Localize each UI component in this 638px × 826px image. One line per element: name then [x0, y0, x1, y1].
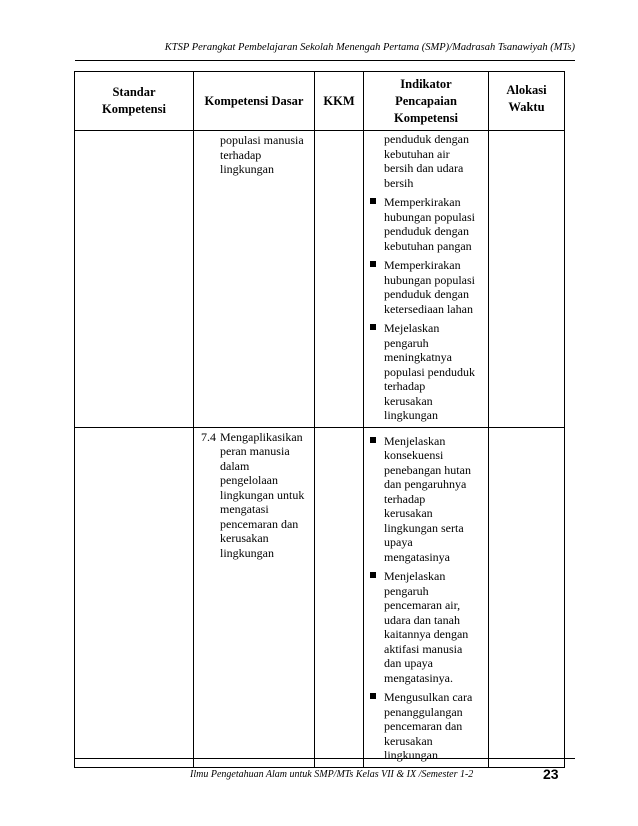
kd-line: terhadap	[220, 147, 262, 162]
indikator-bullet-item	[370, 569, 484, 685]
indikator-bullet-line: udara dan tanah	[384, 612, 460, 627]
kd-number: 7.4	[201, 429, 216, 444]
indikator-line: kebutuhan air	[384, 146, 450, 161]
kd-entry	[201, 430, 310, 561]
indikator-bullet-line: penduduk dengan	[384, 287, 469, 301]
kd-line: kerusakan	[220, 531, 269, 545]
square-bullet-icon	[370, 198, 376, 204]
indikator-bullet-line: lingkungan	[384, 748, 438, 762]
indikator-bullet-line: hubungan populasi	[384, 272, 475, 287]
kd-line: mengatasi	[220, 502, 269, 516]
square-bullet-icon	[370, 572, 376, 578]
indikator-bullet-line: pencemaran dan	[384, 719, 463, 733]
header-rule	[75, 60, 575, 61]
footer-rule	[75, 758, 575, 759]
indikator-bullet-line: Mejelaskan	[384, 321, 440, 335]
indikator-bullet-line: populasi penduduk	[384, 364, 475, 379]
kd-text	[220, 430, 310, 561]
indikator-bullet-line: hubungan populasi	[384, 209, 475, 224]
indikator-bullet-line: mengatasinya.	[384, 670, 453, 685]
page-footer: Ilmu Pengetahuan Alam untuk SMP/MTs Kelas VII & IX /Semester 1-2	[190, 769, 474, 780]
indikator-bullet-item	[370, 258, 484, 316]
indikator-line: penduduk dengan	[384, 132, 469, 146]
header-indikator	[364, 72, 489, 131]
page-header: KTSP Perangkat Pembelajaran Sekolah Menengah Pertama (SMP)/Madrasah Tsanawiyah (MTs)	[164, 42, 575, 53]
cell-indikator	[364, 427, 489, 767]
indikator-bullet-line: aktifasi manusia	[384, 641, 463, 656]
indikator-bullet-line: penebangan hutan	[384, 462, 471, 477]
header-kompetensi-dasar	[194, 72, 315, 131]
indikator-bullet-line: kaitannya dengan	[384, 627, 469, 641]
indikator-bullet-line: Menjelaskan	[384, 433, 446, 448]
indikator-bullet-line: pengaruh	[384, 335, 429, 350]
kd-line: dalam	[220, 458, 250, 473]
indikator-bullet-line: dan pengaruhnya	[384, 477, 467, 491]
indikator-bullet-line: Menjelaskan	[384, 569, 446, 583]
header-text-line: Kompetensi	[102, 102, 166, 116]
indikator-bullet-item	[370, 321, 484, 423]
indikator-bullet-line: upaya	[384, 535, 413, 549]
header-kkm	[315, 72, 364, 131]
header-text-line: Standar	[112, 85, 156, 99]
header-text-line: Kompetensi Dasar	[204, 93, 304, 108]
indikator-bullet-line: ketersediaan lahan	[384, 301, 473, 316]
indikator-bullet-line: pencemaran air,	[384, 598, 461, 612]
kd-line: lingkungan	[220, 545, 274, 560]
indikator-bullet-line: kebutuhan pangan	[384, 238, 472, 253]
indikator-bullet-line: kerusakan	[384, 393, 433, 408]
indikator-bullet-item	[370, 195, 484, 253]
indikator-bullet-line: mengatasinya	[384, 549, 450, 564]
indikator-bullet-line: kerusakan	[384, 506, 433, 520]
header-text-line: Waktu	[508, 100, 545, 114]
kd-line: lingkungan	[220, 162, 274, 176]
kd-line: Mengaplikasikan	[220, 429, 303, 444]
square-bullet-icon	[370, 261, 376, 267]
indikator-bullet-item	[370, 434, 484, 565]
kd-line: lingkungan untuk	[220, 487, 305, 502]
page-number: 23	[543, 766, 559, 782]
header-text-line: Pencapaian	[395, 93, 457, 108]
kd-line: pengelolaan	[220, 473, 278, 487]
cell-alokasi-waktu	[489, 131, 565, 428]
indikator-bullet-line: Memperkirakan	[384, 258, 461, 272]
indikator-bullet-line: pengaruh	[384, 583, 429, 598]
square-bullet-icon	[370, 693, 376, 699]
header-alokasi-waktu	[489, 72, 565, 131]
kd-text	[220, 133, 310, 177]
table-row	[75, 131, 565, 428]
indikator-bullet-line: terhadap	[384, 491, 426, 506]
square-bullet-icon	[370, 437, 376, 443]
kd-entry	[201, 133, 310, 177]
cell-standar-kompetensi	[75, 131, 194, 428]
header-text-line: Alokasi	[506, 83, 547, 97]
square-bullet-icon	[370, 324, 376, 330]
table-header-row	[75, 72, 565, 131]
indikator-bullet-line: terhadap	[384, 379, 426, 393]
header-text-line: KKM	[323, 93, 355, 108]
indikator-bullet-line: Memperkirakan	[384, 195, 461, 209]
cell-kompetensi-dasar	[194, 131, 315, 428]
indikator-bullet-line: penanggulangan	[384, 704, 463, 719]
cell-kkm	[315, 131, 364, 428]
curriculum-table	[74, 71, 565, 768]
indikator-line: bersih	[384, 175, 414, 190]
cell-kkm	[315, 427, 364, 767]
indikator-bullet-line: penduduk dengan	[384, 224, 469, 238]
indikator-bullet-item	[370, 690, 484, 763]
header-text-line: Kompetensi	[394, 110, 458, 125]
kd-number	[201, 133, 220, 177]
cell-kompetensi-dasar	[194, 427, 315, 767]
indikator-bullet-line: dan upaya	[384, 656, 433, 670]
cell-standar-kompetensi	[75, 427, 194, 767]
indikator-bullet-line: kerusakan	[384, 733, 433, 748]
table-row	[75, 427, 565, 767]
cell-alokasi-waktu	[489, 427, 565, 767]
indikator-bullet-line: Mengusulkan cara	[384, 690, 473, 704]
indikator-bullet-line: lingkungan	[384, 408, 438, 422]
cell-indikator	[364, 131, 489, 428]
header-text-line: Indikator	[400, 76, 452, 91]
header-standar-kompetensi	[75, 72, 194, 131]
indikator-bullet-line: meningkatnya	[384, 350, 452, 364]
kd-line: populasi manusia	[220, 133, 304, 147]
kd-line: peran manusia	[220, 444, 290, 458]
indikator-bullet-line: lingkungan serta	[384, 520, 464, 535]
indikator-line: bersih dan udara	[384, 161, 464, 175]
kd-line: pencemaran dan	[220, 516, 299, 531]
indikator-bullet-line: konsekuensi	[384, 448, 444, 462]
